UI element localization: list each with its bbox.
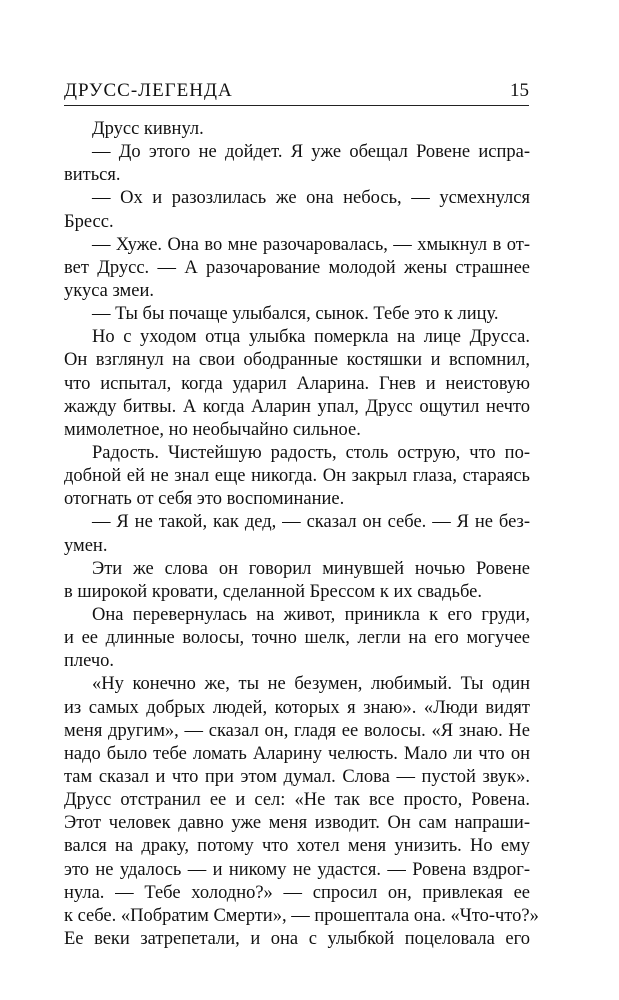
text-line: Этот человек давно уже меня изводит. Он сам напраши- (64, 813, 530, 834)
text-line: — Хуже. Она во мне разочаровалась, — хмыкнул в от- (92, 234, 530, 255)
text-line: что испытал, когда ударил Аларина. Гнев и неистовую (64, 373, 530, 394)
text-line: Она перевернулась на живот, приникла к его груди, (92, 604, 530, 625)
text-line: Но с уходом отца улыбка померкла на лице Друсса. (92, 327, 530, 348)
text-line: меня другим», — сказал он, гладя ее волосы. «Я знаю. Не (64, 720, 530, 741)
text-line: плечо. (64, 651, 115, 672)
text-line: Он взглянул на свои ободранные костяшки и вспомнил, (64, 350, 530, 371)
text-line: из самых добрых людей, которых я знаю». «Люди видят (64, 697, 530, 718)
text-line: Радость. Чистейшую радость, столь острую, что по- (92, 442, 530, 463)
text-line: — Я не такой, как дед, — сказал он себе. — Я не без- (92, 512, 530, 533)
text-line: жажду битвы. А когда Аларин упал, Друсс ощутил нечто (64, 396, 530, 417)
text-line: умен. (64, 535, 108, 556)
text-line: «Ну конечно же, ты не безумен, любимый. Ты один (92, 674, 530, 695)
text-line: Ее веки затрепетали, и она с улыбкой поцеловала его (64, 928, 530, 949)
text-line: там сказал и что при этом думал. Слова — пустой звук». (64, 766, 530, 787)
text-line: к себе. «Побратим Смерти», — прошептала она. «Что-что?» (64, 905, 539, 926)
text-line: это не удалось — и никому не удастся. — Ровена вздрог- (64, 859, 530, 880)
text-line: и ее длинные волосы, точно шелк, легли на его могучее (64, 628, 530, 649)
text-line: Друсс кивнул. (92, 119, 204, 139)
text-line: Друсс отстранил ее и сел: «Не так все просто, Ровена. (64, 790, 530, 811)
text-line: Эти же слова он говорил минувшей ночью Ровене (92, 558, 530, 579)
text-line: отогнать от себя это воспоминание. (64, 489, 345, 510)
running-head (64, 78, 529, 106)
text-line: мимолетное, но необычайно сильное. (64, 419, 361, 440)
body-text (64, 118, 539, 951)
text-line: — До этого не дойдет. Я уже обещал Ровене испра- (92, 142, 530, 163)
text-line: — Ты бы почаще улыбался, сынок. Тебе это к лицу. (92, 304, 499, 325)
text-line: — Ох и разозлилась же она небось, — усмехнулся (92, 188, 530, 209)
text-line: виться. (64, 165, 121, 186)
text-line: нула. — Тебе холодно?» — спросил он, привлекая ее (64, 882, 530, 903)
text-line: Бресс. (64, 211, 114, 232)
running-title: ДРУСС-ЛЕГЕНДА (64, 80, 233, 101)
text-line: надо было тебе ломать Аларину челюсть. Мало ли что он (64, 743, 530, 764)
text-line: вался на драку, потому что хотел меня унизить. Но ему (64, 836, 530, 857)
text-line: укуса змеи. (64, 280, 154, 301)
header-rule (64, 105, 529, 106)
text-line: в широкой кровати, сделанной Брессом к их свадьбе. (64, 581, 482, 602)
page-number: 15 (510, 80, 529, 101)
text-line: добной ей не знал еще никогда. Он закрыл глаза, стараясь (64, 466, 530, 487)
text-line: вет Друсс. — А разочарование молодой жены страшнее (64, 257, 530, 278)
